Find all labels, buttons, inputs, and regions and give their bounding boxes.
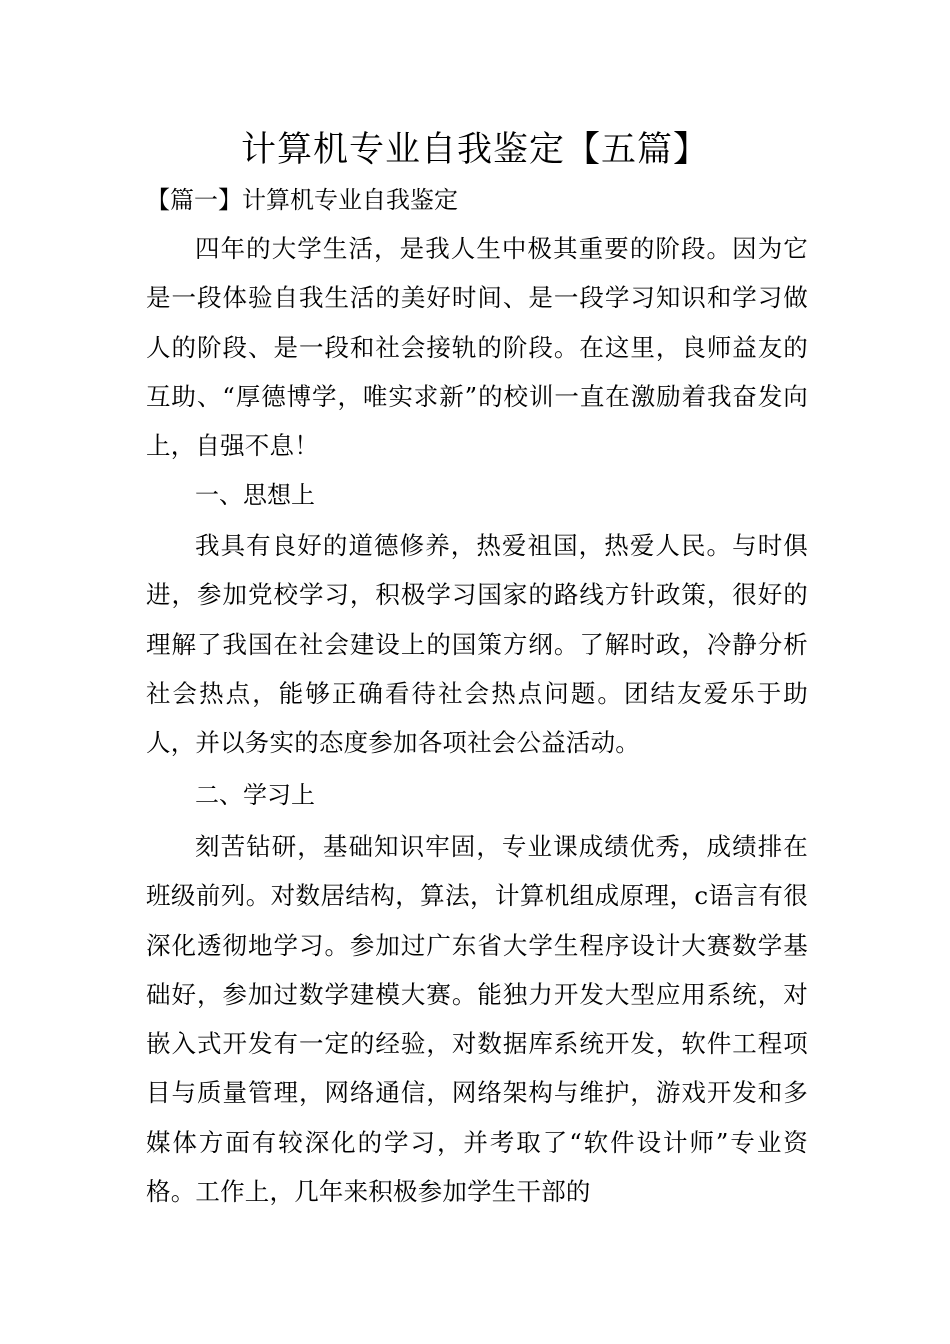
paragraph-intro: 四年的大学生活，是我人生中极其重要的阶段。因为它是一段体验自我生活的美好时间、是一段学习知识和学习做人的阶段、是一段和社会接轨的阶段。在这里，良师益友的互助、“厚德博学，唯实求新”的校训一直在激励着我奋发向上，自强不息！ (146, 234, 808, 461)
paragraph-study: 刻苦钻研，基础知识牢固，专业课成绩优秀，成绩排在班级前列。对数居结构，算法，计算机组成原理，c语言有很深化透彻地学习。参加过广东省大学生程序设计大赛数学基础好，参加过数学建模大赛。能独力开发大型应用系统，对嵌入式开发有一定的经验，对数据库系统开发，软件工程项目与质量管理，网络通信，网络架构与维护，游戏开发和多媒体方面有较深化的学习，并考取了“软件设计师”专业资格。工作上，几年来积极参加学生干部的 (146, 832, 808, 1207)
document-title: 计算机专业自我鉴定【五篇】 (240, 130, 709, 170)
heading-ideology: 一、思想上 (195, 481, 315, 509)
heading-study: 二、学习上 (195, 781, 315, 809)
section-subtitle: 【篇一】计算机专业自我鉴定 (146, 186, 458, 214)
paragraph-ideology: 我具有良好的道德修养，热爱祖国，热爱人民。与时俱进，参加党校学习，积极学习国家的路线方针政策，很好的理解了我国在社会建设上的国策方纲。了解时政，冷静分析社会热点，能够正确看待社会热点问题。团结友爱乐于助人，并以务实的态度参加各项社会公益活动。 (146, 531, 808, 758)
